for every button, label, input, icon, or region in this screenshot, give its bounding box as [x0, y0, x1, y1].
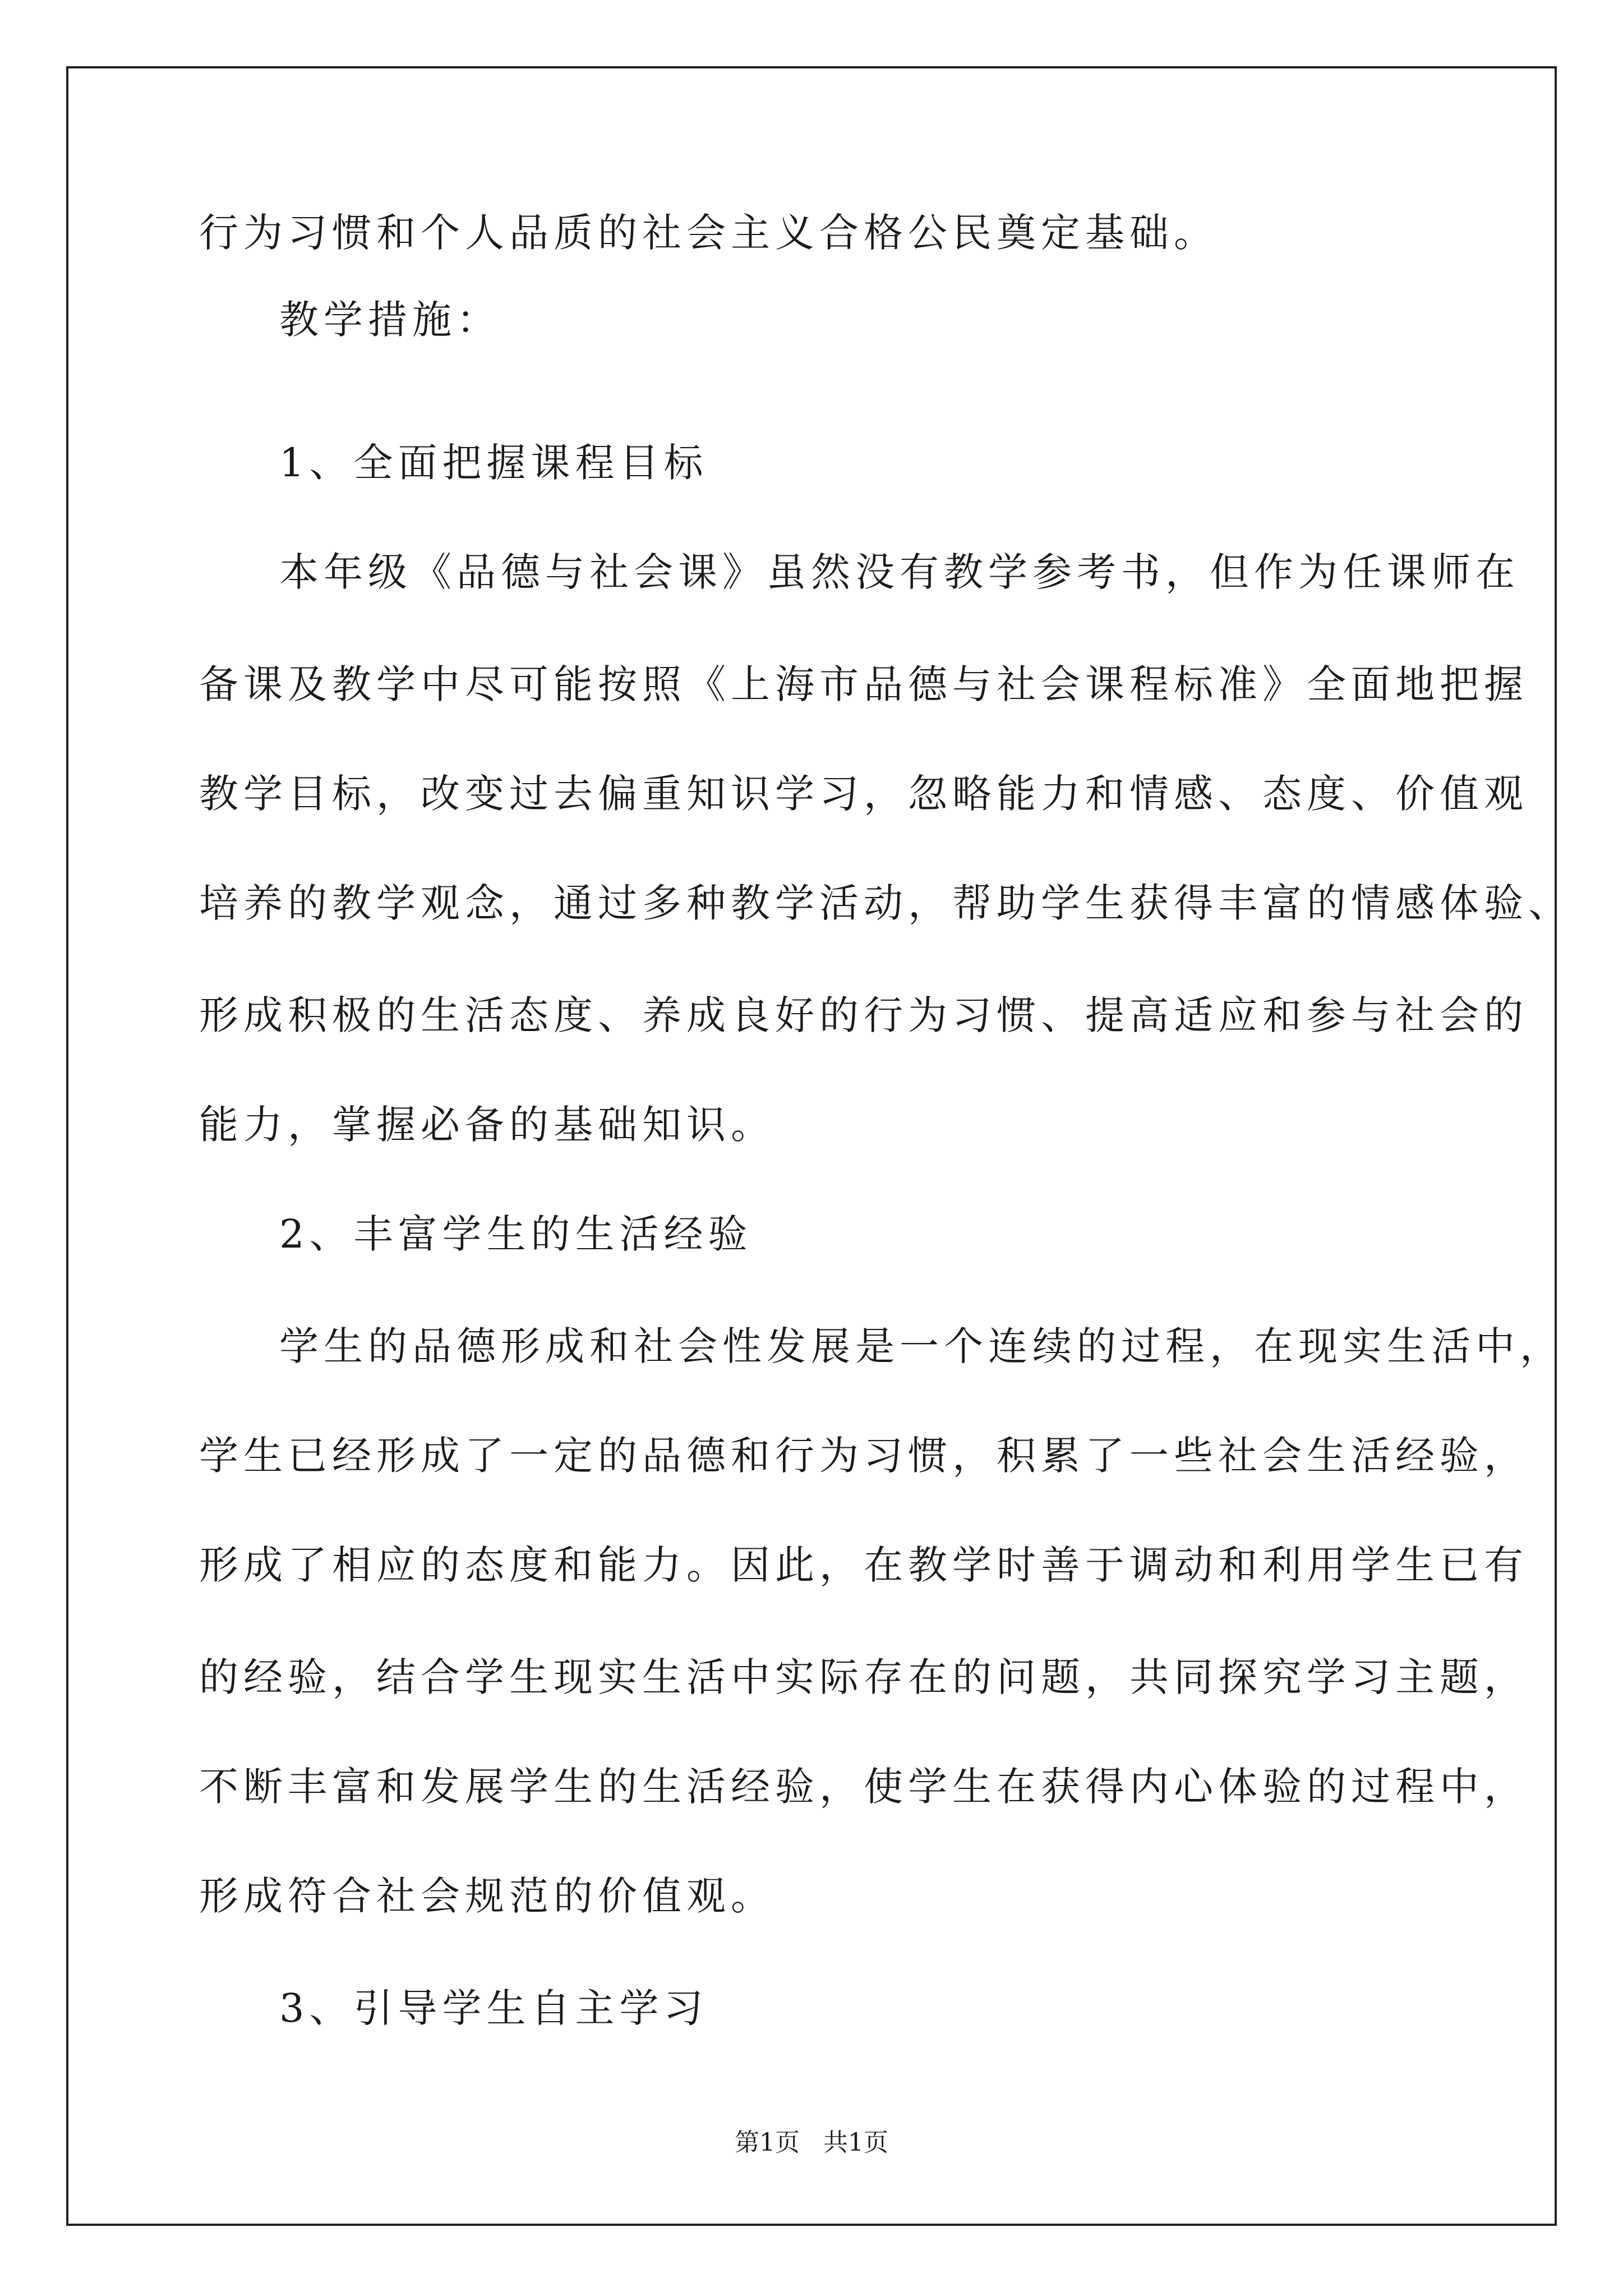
- text-line-3: 1、全面把握课程目标: [279, 440, 708, 486]
- page-total: 共1页: [823, 2128, 888, 2157]
- text-line-5: 备课及教学中尽可能按照《上海市品德与社会课程标准》全面地把握: [199, 661, 1528, 707]
- text-line-12: 学生已经形成了一定的品德和行为习惯，积累了一些社会生活经验，: [199, 1433, 1528, 1479]
- text-line-14: 的经验，结合学生现实生活中实际存在的问题，共同探究学习主题，: [199, 1654, 1528, 1700]
- text-line-6: 教学目标，改变过去偏重知识学习，忽略能力和情感、态度、价值观: [199, 771, 1528, 817]
- page-number: 第1页: [735, 2128, 800, 2157]
- text-line-4: 本年级《品德与社会课》虽然没有教学参考书，但作为任课师在: [279, 549, 1520, 595]
- text-line-8: 形成积极的生活态度、养成良好的行为习惯、提高适应和参与社会的: [199, 992, 1528, 1038]
- text-line-7: 培养的教学观念，通过多种教学活动，帮助学生获得丰富的情感体验、: [199, 880, 1573, 926]
- text-line-13: 形成了相应的态度和能力。因此，在教学时善于调动和利用学生已有: [199, 1542, 1528, 1588]
- text-line-15: 不断丰富和发展学生的生活经验，使学生在获得内心体验的过程中，: [199, 1764, 1528, 1810]
- text-line-2: 教学措施：: [279, 297, 501, 343]
- text-line-11: 学生的品德形成和社会性发展是一个连续的过程，在现实生活中，: [279, 1323, 1564, 1369]
- text-line-9: 能力，掌握必备的基础知识。: [199, 1102, 775, 1148]
- text-line-16: 形成符合社会规范的价值观。: [199, 1873, 775, 1919]
- page-footer: [0, 2126, 1623, 2160]
- text-line-1: 行为习惯和个人品质的社会主义合格公民奠定基础。: [199, 210, 1218, 256]
- text-line-10: 2、丰富学生的生活经验: [279, 1211, 753, 1257]
- text-line-17: 3、引导学生自主学习: [279, 1985, 708, 2031]
